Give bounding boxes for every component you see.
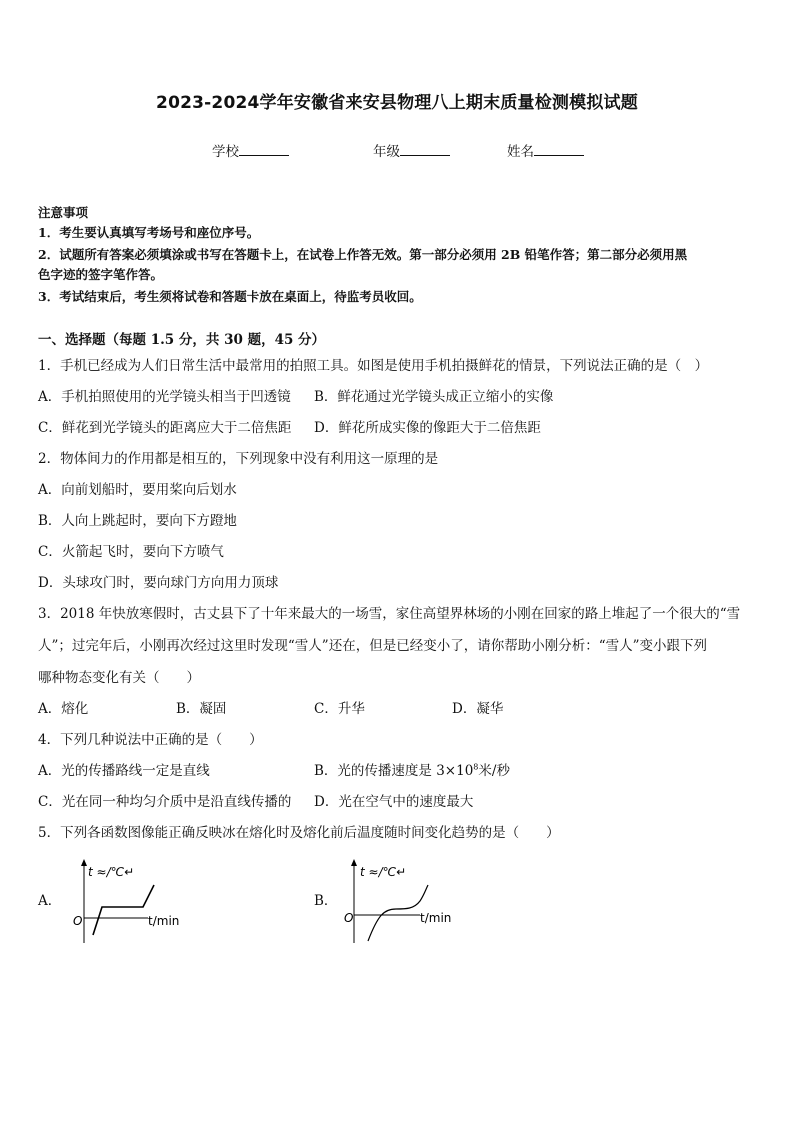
grade-label: 年级 — [373, 144, 400, 160]
name-blank[interactable] — [534, 141, 584, 156]
q4-option-c[interactable]: C．光在同一种均匀介质中是沿直线传播的 — [38, 794, 292, 810]
q4-option-d[interactable]: D．光在空气中的速度最大 — [314, 794, 474, 810]
notice-item-2b: 色字迹的签字笔作答。 — [38, 267, 164, 282]
graph-a-xlabel: t/min — [148, 914, 180, 928]
graph-a-curve — [93, 885, 154, 935]
q3-line-3: 哪种物态变化有关（ ） — [38, 670, 200, 686]
q1-option-b[interactable]: B．鲜花通过光学镜头成正立缩小的实像 — [314, 389, 554, 405]
q3-line-1: 3．2018 年快放寒假时，古丈县下了十年来最大的一场雪，家住高望界林场的小刚在回家的路上堆起了一个很大的“雪 — [38, 606, 741, 622]
graph-b-ylabel: t ≈/℃↵ — [360, 865, 407, 879]
q1-stem: 1．手机已经成为人们日常生活中最常用的拍照工具。如图是使用手机拍摄鲜花的情景，下列说法正确的是（ ） — [38, 358, 709, 374]
q5-graph-b[interactable] — [338, 855, 463, 950]
q5-stem: 5．下列各函数图像能正确反映冰在熔化时及熔化前后温度随时间变化趋势的是（ ） — [38, 825, 560, 841]
q4-option-b-exponent: 8 — [473, 762, 479, 772]
grade-blank[interactable] — [400, 141, 450, 156]
q2-option-b[interactable]: B．人向上跳起时，要向下方蹬地 — [38, 513, 237, 529]
notice-item-1: 1．考生要认真填写考场号和座位序号。 — [38, 225, 260, 240]
q3-option-c[interactable]: C．升华 — [314, 701, 365, 717]
graph-a-ylabel: t ≈/℃↵ — [88, 865, 135, 879]
q2-option-c[interactable]: C．火箭起飞时，要向下方喷气 — [38, 544, 224, 560]
graph-b-xlabel: t/min — [420, 911, 452, 925]
q4-option-b-text: B．光的传播速度是 3×10 — [314, 763, 474, 779]
school-blank[interactable] — [239, 141, 289, 156]
name-field[interactable] — [507, 140, 584, 160]
q4-option-b[interactable] — [314, 759, 510, 779]
graph-b-curve — [368, 885, 428, 941]
q5-option-b-label[interactable]: B． — [314, 893, 338, 909]
q5-graph-a[interactable] — [68, 855, 188, 950]
grade-field[interactable] — [373, 140, 450, 160]
school-label: 学校 — [212, 144, 239, 160]
q4-option-b-unit: 米/秒 — [478, 763, 510, 779]
name-label: 姓名 — [507, 144, 534, 160]
q4-stem: 4．下列几种说法中正确的是（ ） — [38, 732, 263, 748]
section-heading: 一、选择题（每题 1.5 分，共 30 题，45 分） — [38, 332, 326, 348]
q3-option-a[interactable]: A．熔化 — [38, 701, 89, 717]
q1-option-d[interactable]: D．鲜花所成实像的像距大于二倍焦距 — [314, 420, 541, 436]
q2-stem: 2．物体间力的作用都是相互的，下列现象中没有利用这一原理的是 — [38, 451, 439, 467]
notice-item-2a: 2．试题所有答案必须填涂或书写在答题卡上，在试卷上作答无效。第一部分必须用 2B 铅笔作答；第二部分必须用黑 — [38, 247, 688, 262]
school-field[interactable] — [212, 140, 289, 160]
q1-option-c[interactable]: C．鲜花到光学镜头的距离应大于二倍焦距 — [38, 420, 292, 436]
graph-a-origin: O — [73, 914, 83, 928]
graph-b-origin: O — [344, 911, 354, 925]
q3-option-b[interactable]: B．凝固 — [176, 701, 227, 717]
graph-a-y-arrow — [81, 859, 87, 866]
q1-option-a[interactable]: A．手机拍照使用的光学镜头相当于凹透镜 — [38, 389, 291, 405]
page-title: 2023-2024学年安徽省来安县物理八上期末质量检测模拟试题 — [156, 93, 638, 113]
notice-item-3: 3．考试结束后，考生须将试卷和答题卡放在桌面上，待监考员收回。 — [38, 289, 422, 304]
q2-option-d[interactable]: D．头球攻门时，要向球门方向用力顶球 — [38, 575, 279, 591]
q2-option-a[interactable]: A．向前划船时，要用桨向后划水 — [38, 482, 237, 498]
notice-heading: 注意事项 — [38, 205, 89, 220]
q3-option-d[interactable]: D．凝华 — [452, 701, 504, 717]
q4-option-a[interactable]: A．光的传播路线一定是直线 — [38, 763, 210, 779]
graph-b-y-arrow — [351, 859, 357, 866]
q3-line-2: 人”；过完年后，小刚再次经过这里时发现“雪人”还在，但是已经变小了，请你帮助小刚分析：“雪人”变小跟下列 — [38, 638, 708, 654]
q5-option-a-label[interactable]: A． — [38, 893, 62, 909]
